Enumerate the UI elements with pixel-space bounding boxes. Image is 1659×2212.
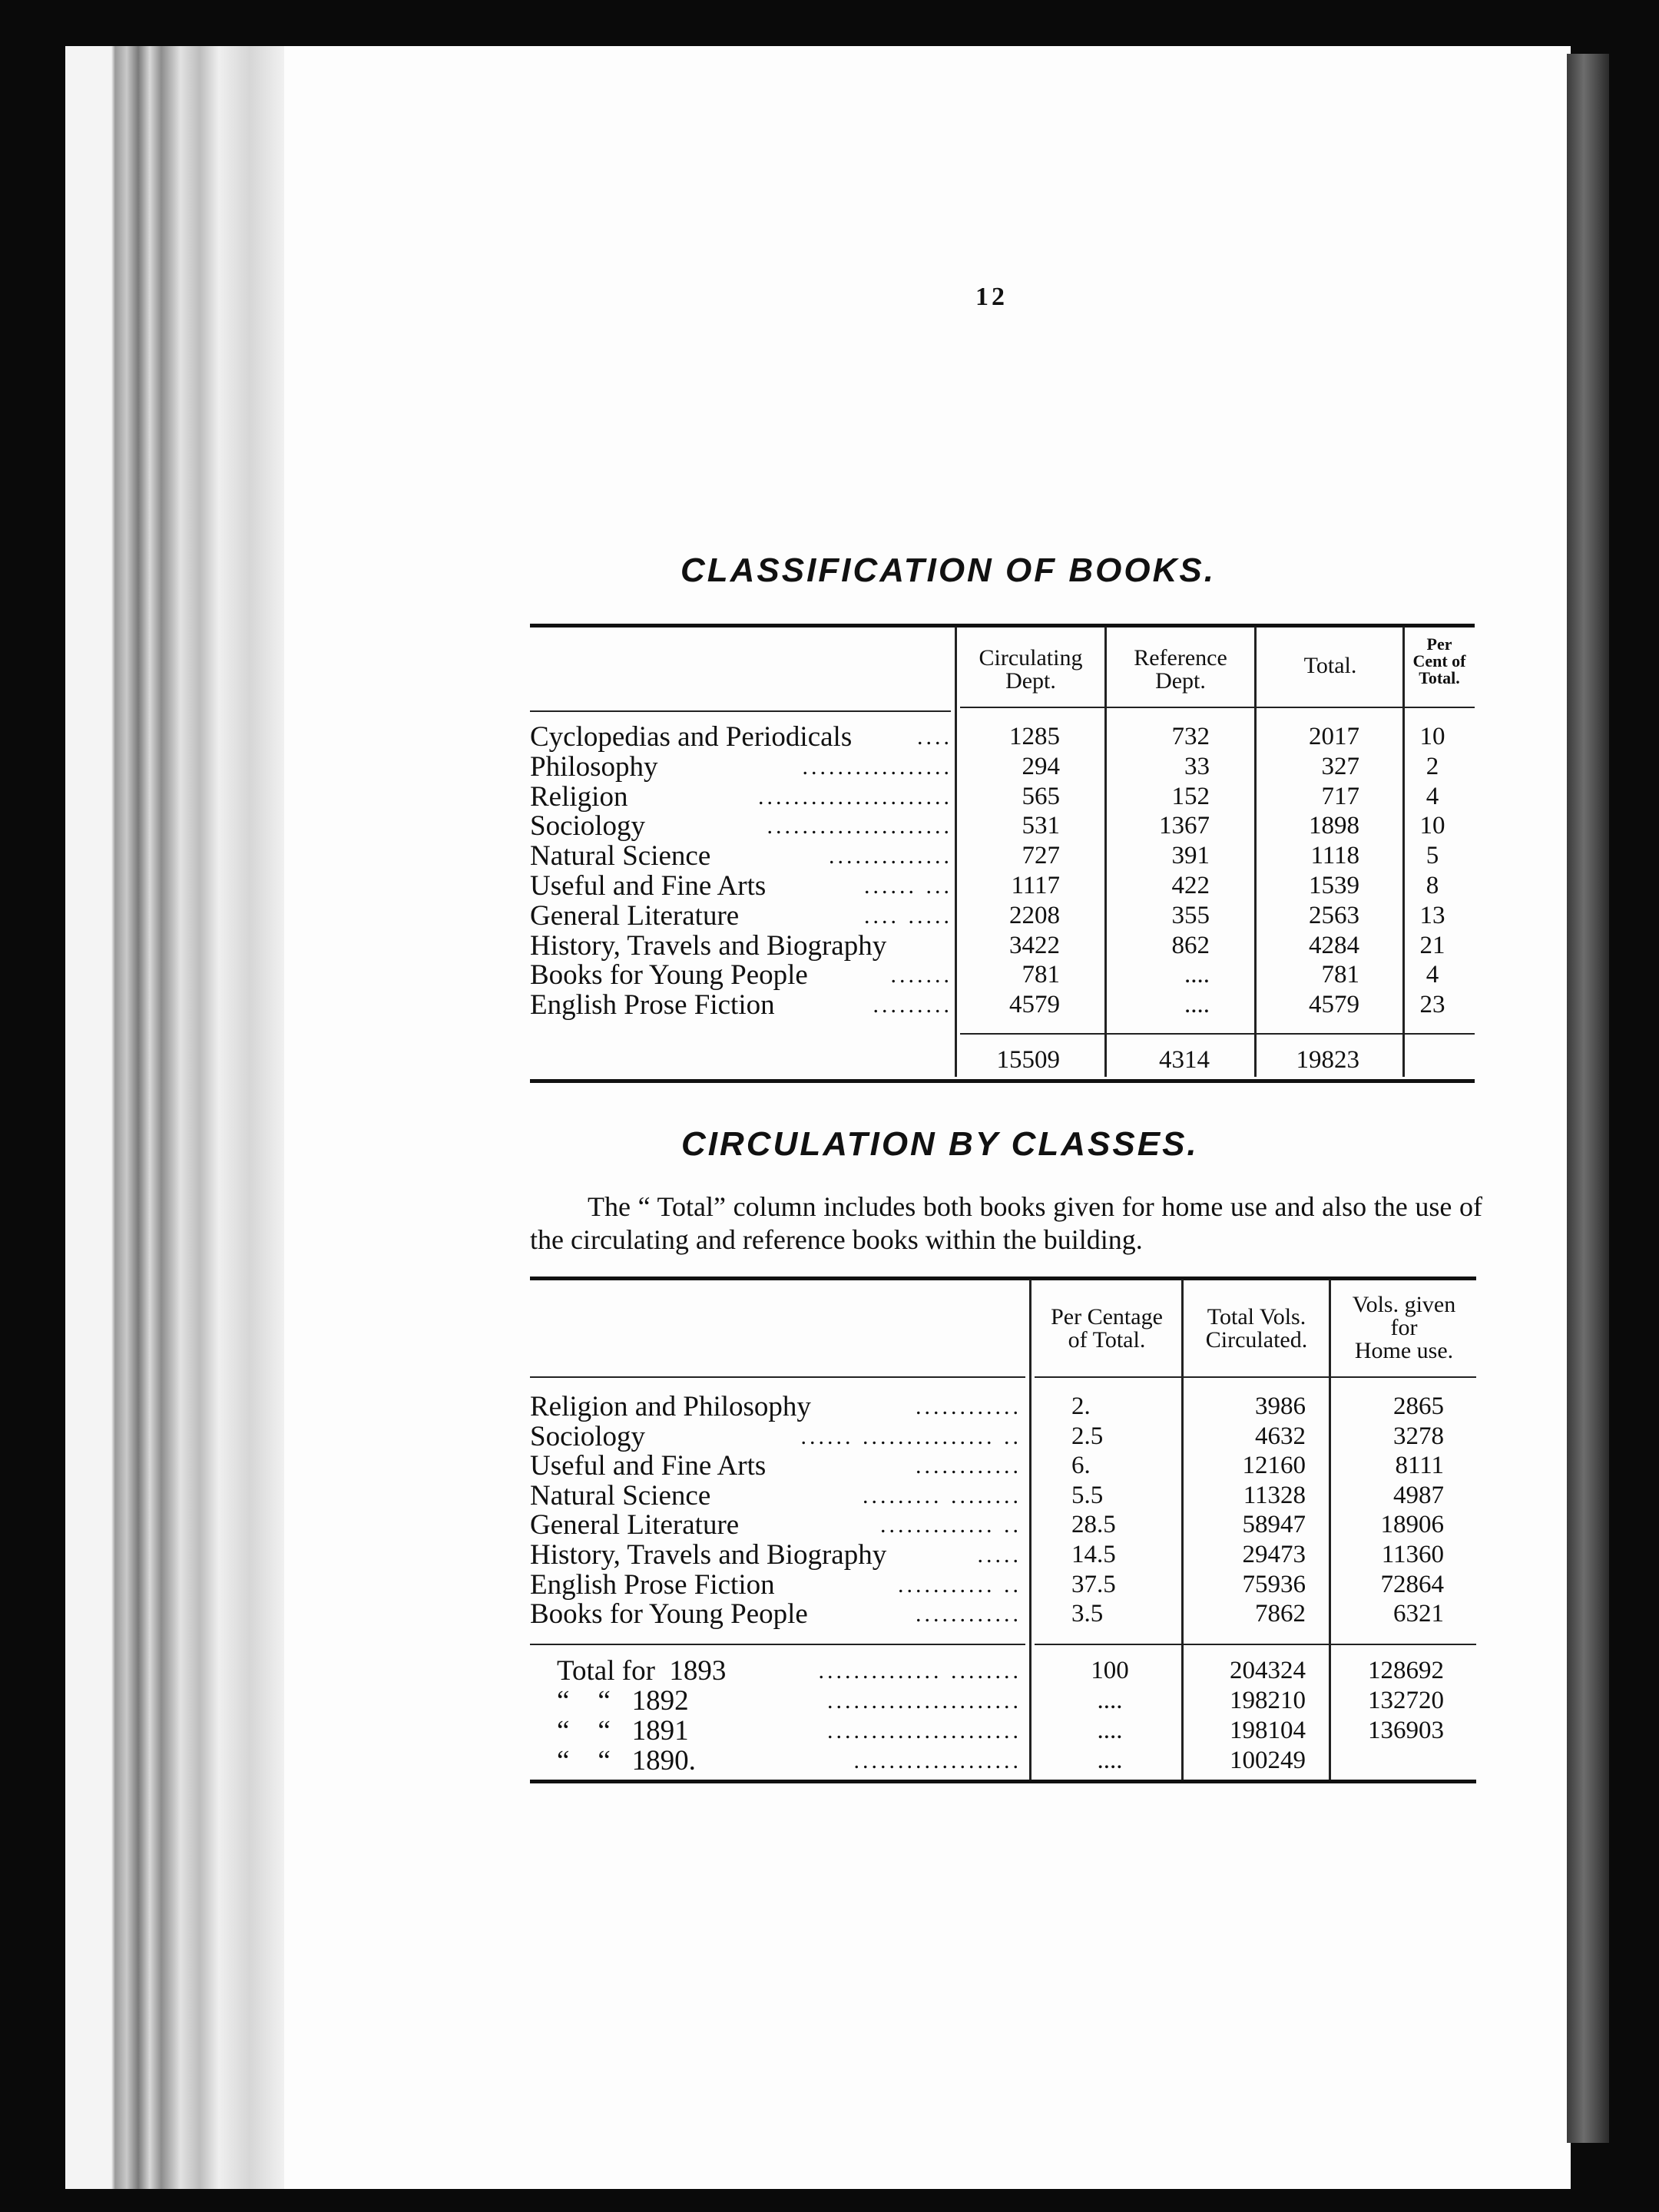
cell-home-use: 8111 [1395,1452,1444,1479]
total-circulating: 15509 [996,1046,1060,1074]
cell-percent: 4 [1426,783,1439,810]
row-leader: ..... [977,1542,1022,1568]
row-leader: ...................... [827,1688,1022,1714]
row-leader: ............ [916,1394,1022,1419]
row-label: English Prose Fiction [530,1569,775,1601]
book-page [284,46,1571,2189]
row-leader: ................... [853,1748,1022,1773]
table-row [530,1481,1476,1511]
cell-percent: 8 [1426,872,1439,899]
row-leader: ............ [916,1453,1022,1479]
row-leader: ...................... [758,784,952,810]
yearly-row [530,1686,1476,1716]
row-leader: .............. ........ [818,1658,1022,1684]
circulation-intro [530,1190,1482,1257]
row-label: Sociology [530,810,646,842]
cell-home-use: 11360 [1381,1541,1444,1568]
header-percent: Per Cent of Total. [1412,634,1466,687]
cell-percentage: 2. [1071,1392,1091,1420]
row-label: Useful and Fine Arts [530,870,767,902]
cell-reference: 1367 [1159,812,1210,839]
page-number: 12 [975,283,1008,311]
table-row [530,1451,1476,1481]
cell-reference: 422 [1171,872,1210,899]
row-label: “ “ 1890. [557,1745,696,1777]
cell-percent: 4 [1426,961,1439,988]
cell-circulated: 7862 [1255,1600,1306,1628]
cell-percent: 21 [1419,932,1445,959]
cell-circulated: 11328 [1243,1482,1306,1509]
table-row [530,1540,1476,1570]
row-leader: ....... [890,962,952,988]
header-percentage: Per Centage of Total. [1051,1304,1163,1353]
cell-reference: 355 [1171,902,1210,929]
total-total: 19823 [1296,1046,1359,1074]
row-label: Cyclopedias and Periodicals [530,721,853,753]
cell-home-use: 72864 [1380,1571,1444,1598]
cell-total: 2017 [1309,723,1359,750]
cell-total: 1118 [1310,842,1359,869]
table-row [530,1392,1476,1422]
cell-percent: 10 [1419,723,1445,750]
table-row [530,752,1475,782]
row-label: General Literature [530,1509,740,1541]
table-row [530,722,1475,752]
row-label: “ “ 1892 [557,1685,689,1717]
cell-total: 4284 [1309,932,1359,959]
row-leader: ......... [873,992,952,1018]
cell-percentage: .... [1097,1687,1123,1714]
cell-home-use: 132720 [1368,1687,1444,1714]
header-home-use: Vols. given for Home use. [1352,1292,1456,1363]
table-row [530,1599,1476,1629]
yearly-row [530,1656,1476,1686]
cell-circulating: 3422 [1009,932,1060,959]
cell-total: 781 [1321,961,1359,988]
cell-circulated: 100249 [1230,1747,1306,1774]
cell-circulating: 727 [1022,842,1060,869]
cell-percentage: 3.5 [1071,1600,1104,1628]
cell-reference: 732 [1171,723,1210,750]
row-leader: ...................... [827,1718,1022,1743]
book-page-edges [65,46,296,2189]
cell-reference: 152 [1171,783,1210,810]
cell-circulated: 4632 [1255,1422,1306,1450]
classification-title: CLASSIFICATION OF BOOKS. [680,551,1216,589]
cell-circulated: 198210 [1230,1687,1306,1714]
table-row [530,960,1475,990]
header-rule [530,710,951,712]
cell-home-use: 4987 [1393,1482,1444,1509]
table-row [530,841,1475,871]
row-label: Books for Young People [530,959,808,991]
cell-total: 1539 [1309,872,1359,899]
row-leader: ...... ............... .. [800,1424,1022,1449]
table-top-rule [530,1277,1476,1280]
cell-circulated: 75936 [1242,1571,1306,1598]
row-label: Religion [530,781,628,813]
table-row [530,871,1475,901]
cell-circulated: 12160 [1242,1452,1306,1479]
table-row [530,811,1475,841]
row-label: English Prose Fiction [530,989,775,1021]
header-circulating: Circulating Dept. [979,645,1083,694]
cell-percentage: 100 [1091,1657,1129,1684]
table-top-rule [530,624,1475,628]
cell-percentage: 14.5 [1071,1541,1116,1568]
cell-home-use: 18906 [1380,1511,1444,1538]
row-label: Useful and Fine Arts [530,1450,767,1482]
yearly-rule [1035,1644,1476,1645]
table-row [530,782,1475,812]
cell-reference: .... [1184,991,1210,1018]
cell-percentage: 28.5 [1071,1511,1116,1538]
row-leader: .... [917,724,952,750]
cell-percentage: 5.5 [1071,1482,1104,1509]
table-row [530,931,1475,961]
row-label: Total for 1893 [557,1655,727,1687]
yearly-row [530,1716,1476,1746]
table-row [530,1510,1476,1540]
row-leader: ...... ... [864,873,952,899]
circulation-title: CIRCULATION BY CLASSES. [681,1125,1199,1163]
totals-rule [960,1033,1475,1035]
header-circulated: Total Vols. Circulated. [1205,1304,1308,1353]
cell-percent: 2 [1426,753,1439,780]
cell-percentage: 37.5 [1071,1571,1116,1598]
row-label: History, Travels and Biography [530,1539,887,1571]
cell-circulating: 2208 [1009,902,1060,929]
cell-circulated: 3986 [1255,1392,1306,1420]
row-label: Books for Young People [530,1598,808,1630]
cell-home-use: 6321 [1393,1600,1444,1628]
cell-total: 717 [1321,783,1359,810]
row-label: History, Travels and Biography [530,930,887,962]
cell-percentage: 6. [1071,1452,1091,1479]
row-leader: ........... .. [898,1572,1022,1598]
cell-home-use: 3278 [1393,1422,1444,1450]
row-label: General Literature [530,900,740,932]
cell-percentage: .... [1097,1747,1123,1774]
row-leader: .............. [829,843,952,869]
cell-home-use: 128692 [1368,1657,1444,1684]
cell-total: 4579 [1309,991,1359,1018]
cell-percent: 5 [1426,842,1439,869]
cell-circulating: 294 [1022,753,1060,780]
cell-circulating: 531 [1022,812,1060,839]
intro-paragraph: The “ Total” column includes both books given for home use and also the use of the circulating and reference books within the building. [530,1191,1482,1255]
cell-total: 327 [1321,753,1359,780]
cell-reference: .... [1184,961,1210,988]
cell-home-use: 2865 [1393,1392,1444,1420]
cell-percent: 10 [1419,812,1445,839]
yearly-rule [530,1644,1025,1645]
table-bottom-rule [530,1780,1476,1783]
cell-total: 1898 [1309,812,1359,839]
row-leader: ................. [802,754,952,780]
cell-home-use: 136903 [1368,1717,1444,1744]
cell-circulating: 4579 [1009,991,1060,1018]
row-label: Sociology [530,1421,646,1452]
row-leader: ......... ........ [863,1483,1022,1508]
cell-circulating: 565 [1022,783,1060,810]
cell-circulated: 198104 [1230,1717,1306,1744]
header-rule [960,707,1475,708]
cell-percent: 23 [1419,991,1445,1018]
row-label: Natural Science [530,1480,711,1512]
row-label: Religion and Philosophy [530,1391,811,1422]
header-total: Total. [1303,653,1357,678]
cell-circulated: 204324 [1230,1657,1306,1684]
table-row [530,990,1475,1020]
cell-total: 2563 [1309,902,1359,929]
cell-percent: 13 [1419,902,1445,929]
row-leader: ............. .. [880,1512,1022,1538]
header-rule [530,1376,1025,1378]
row-label: Philosophy [530,751,658,783]
cell-circulating: 1285 [1009,723,1060,750]
cell-percentage: .... [1097,1717,1123,1744]
header-reference: Reference Dept. [1134,645,1227,694]
table-row [530,1570,1476,1600]
cell-reference: 391 [1171,842,1210,869]
row-leader: ..................... [767,813,952,839]
table-row [530,901,1475,931]
row-label: “ “ 1891 [557,1715,689,1747]
yearly-row [530,1746,1476,1776]
table-row [530,1422,1476,1452]
header-rule [1035,1376,1476,1378]
cell-circulated: 29473 [1242,1541,1306,1568]
row-leader: .... ..... [864,903,952,929]
total-reference: 4314 [1159,1046,1210,1074]
cell-circulating: 781 [1022,961,1060,988]
book-cover-edge [1567,54,1609,2143]
row-label: Natural Science [530,840,711,872]
table-bottom-rule [530,1079,1475,1083]
row-leader: ............ [916,1601,1022,1627]
cell-percentage: 2.5 [1071,1422,1104,1450]
cell-circulating: 1117 [1011,872,1060,899]
cell-circulated: 58947 [1242,1511,1306,1538]
cell-reference: 33 [1184,753,1210,780]
cell-reference: 862 [1171,932,1210,959]
